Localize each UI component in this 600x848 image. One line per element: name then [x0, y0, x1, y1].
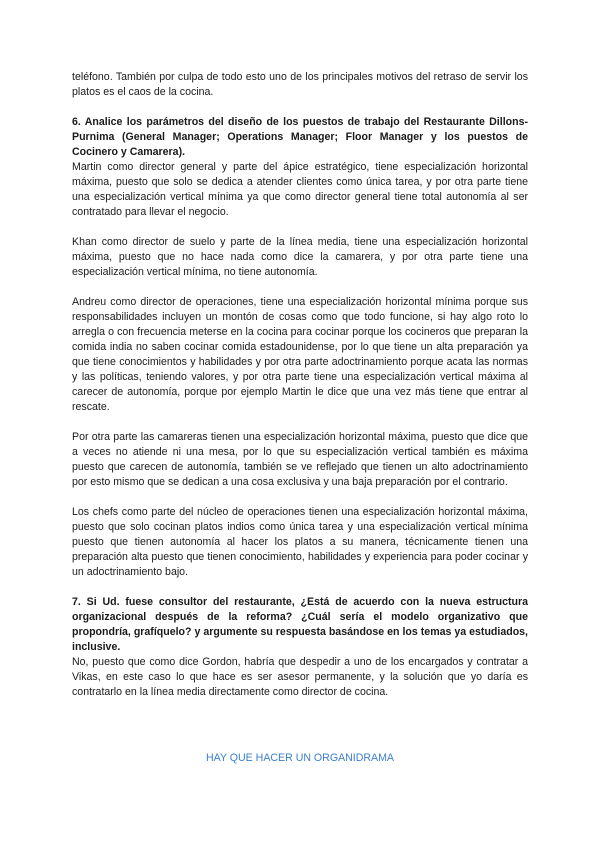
section-7-answer: No, puesto que como dice Gordon, habría que despedir a uno de los encargados y contratar a Vikas, en este caso lo que hace es ser asesor permanente, y la solución que yo daría es contratarlo en la línea media directamente como director de cocina.: [72, 656, 528, 698]
intro-paragraph: teléfono. También por culpa de todo esto uno de los principales motivos del retraso de servir los platos es el caos de la cocina.: [72, 71, 528, 98]
section-7-heading: 7. Si Ud. fuese consultor del restaurante, ¿Está de acuerdo con la nueva estructura organizacional después de la reforma? ¿Cuál sería el modelo organizativo que propondría, grafíquelo? y argumente su respuesta basándose en los temas ya estudiados, inclusive.: [72, 596, 528, 653]
document-page: [72, 70, 528, 700]
paragraph-khan: Khan como director de suelo y parte de la línea media, tiene una especialización horizontal máxima, puesto que no hace nada como dice la camarera, y por otra parte tiene una especialización vertical mínima, no tiene autonomía.: [72, 236, 528, 278]
paragraph-andreu: Andreu como director de operaciones, tiene una especialización horizontal mínima porque sus responsabilidades incluyen un montón de cosas como que todo funcione, si hay algo roto lo arregla o con frecuencia meterse en la cocina para cocinar porque los cocineros que preparan la comida india no saben cocinar comida estadounidense, por lo que tiene un alta preparación ya que tiene conocimientos y habilidades y por otra parte adoctrinamiento porque acata las normas y las políticas, teniendo valores, y por otra parte tiene una especialización vertical máxima al carecer de autonomía, porque por ejemplo Martin le dice que una vez más tiene que entrar al rescate.: [72, 296, 528, 413]
paragraph-chefs: Los chefs como parte del núcleo de operaciones tienen una especialización horizontal máxima, puesto que solo cocinan platos indios como única tarea y una especialización vertical mínima puesto que tienen autonomía al hacer los platos a su manera, técnicamente tienen una preparación alta puesto que tienen conocimiento, habilidades y experiencia para poder cocinar y un adoctrinamiento bajo.: [72, 506, 528, 578]
section-6-heading: 6. Analice los parámetros del diseño de los puestos de trabajo del Restaurante Dillons-Purnima (General Manager; Operations Manager; Floor Manager y los puestos de Cocinero y Camarera).: [72, 116, 528, 158]
organigram-note: HAY QUE HACER UN ORGANIDRAMA: [206, 752, 394, 764]
paragraph-camareras: Por otra parte las camareras tienen una especialización horizontal máxima, puesto que dice que a veces no atiende ni una mesa, por lo que su especialización vertical también es máxima puesto que carecen de autonomía, también se ve reflejado que tienen un alto adoctrinamiento por esto mismo que se dedican a una cosa exclusiva y una baja preparación por el contrario.: [72, 431, 528, 488]
paragraph-martin: Martin como director general y parte del ápice estratégico, tiene especialización horizontal máxima, puesto que solo se dedica a atender clientes como única tarea, y por otra parte tiene una especialización vertical mínima ya que como director general tiene total autonomía al ser contratado para llevar el negocio.: [72, 161, 528, 218]
